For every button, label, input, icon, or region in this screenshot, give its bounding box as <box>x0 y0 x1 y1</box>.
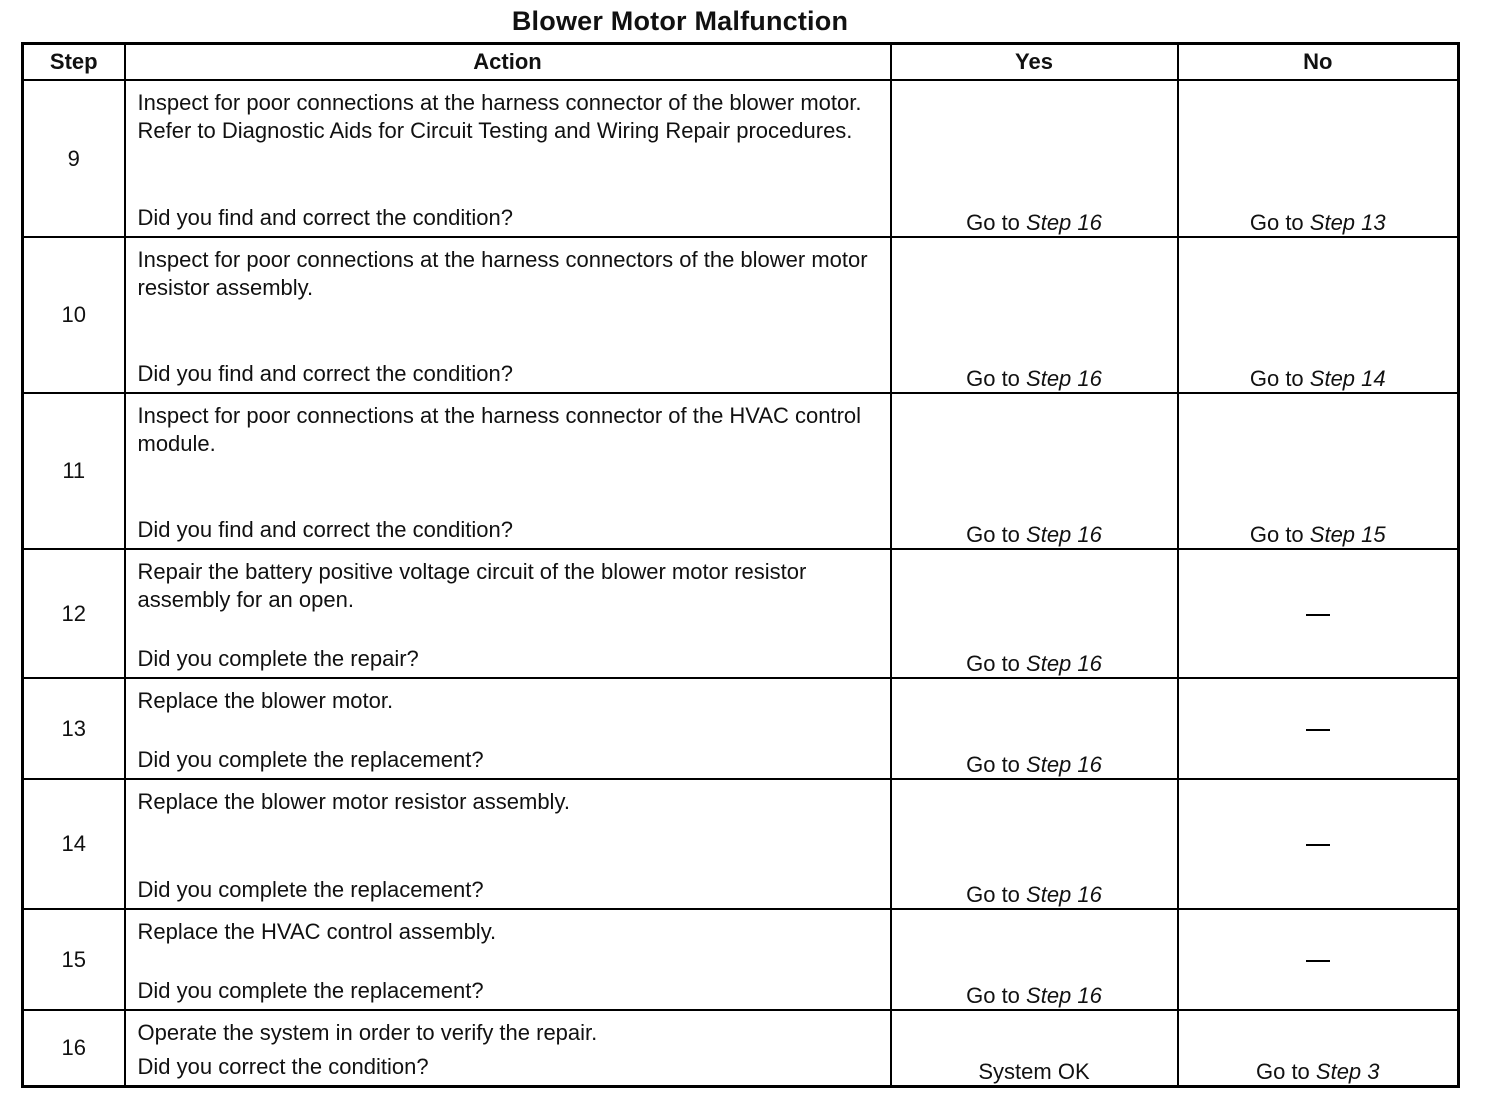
table-row <box>23 678 1459 779</box>
yes-prefix: Go to <box>966 522 1027 547</box>
action-question: Did you find and correct the condition? <box>137 205 513 230</box>
yes-cell <box>891 80 1178 237</box>
no-prefix: Go to <box>1255 1059 1316 1084</box>
action-text: Replace the HVAC control assembly. <box>137 919 497 944</box>
action-text: Operate the system in order to verify the repair. <box>137 1020 598 1045</box>
yes-cell <box>891 393 1178 549</box>
yes-cell <box>891 1010 1178 1087</box>
no-prefix: Go to <box>1249 210 1310 235</box>
table-row <box>23 779 1459 909</box>
action-question: Did you find and correct the condition? <box>137 361 513 386</box>
yes-step-link[interactable]: Step 16 <box>1026 522 1102 547</box>
action-text: Repair the battery positive voltage circuit of the blower motor resistor assembly for an open. <box>137 559 807 612</box>
page-title: Blower Motor Malfunction <box>511 6 849 36</box>
yes-prefix: Go to <box>966 983 1027 1008</box>
no-step-link[interactable]: Step 13 <box>1309 210 1386 235</box>
yes-cell <box>891 779 1178 909</box>
yes-prefix: Go to <box>966 210 1027 235</box>
system-ok-text: System OK <box>978 1059 1090 1084</box>
no-cell <box>1178 549 1459 678</box>
action-cell <box>125 393 891 549</box>
action-cell <box>125 678 891 779</box>
step-number: 9 <box>23 80 125 237</box>
step-number: 12 <box>23 549 125 678</box>
no-cell <box>1178 237 1459 393</box>
yes-prefix: Go to <box>966 366 1027 391</box>
header-yes: Yes <box>891 44 1178 81</box>
action-cell <box>125 909 891 1010</box>
table-row <box>23 549 1459 678</box>
header-action: Action <box>125 44 891 81</box>
step-number: 16 <box>23 1010 125 1087</box>
not-applicable-dash <box>1306 844 1330 846</box>
step-number: 13 <box>23 678 125 779</box>
yes-step-link[interactable]: Step 16 <box>1026 882 1102 907</box>
action-text: Inspect for poor connections at the harness connector of the HVAC control module. <box>137 403 862 456</box>
no-cell <box>1178 909 1459 1010</box>
action-cell <box>125 80 891 237</box>
no-step-link[interactable]: Step 15 <box>1309 522 1386 547</box>
no-cell <box>1178 678 1459 779</box>
no-cell <box>1178 80 1459 237</box>
action-question: Did you find and correct the condition? <box>137 517 513 542</box>
yes-step-link[interactable]: Step 16 <box>1026 210 1102 235</box>
yes-prefix: Go to <box>966 882 1027 907</box>
table-row <box>23 80 1459 237</box>
yes-step-link[interactable]: Step 16 <box>1026 983 1102 1008</box>
yes-prefix: Go to <box>966 752 1027 777</box>
no-step-link[interactable]: Step 3 <box>1315 1059 1380 1084</box>
not-applicable-dash <box>1306 960 1330 962</box>
not-applicable-dash <box>1306 729 1330 731</box>
action-text: Replace the blower motor resistor assembly. <box>137 789 570 814</box>
action-text: Inspect for poor connections at the harness connectors of the blower motor resistor assembly. <box>137 247 868 300</box>
yes-step-link[interactable]: Step 16 <box>1026 366 1102 391</box>
yes-step-link[interactable]: Step 16 <box>1026 752 1102 777</box>
yes-prefix: Go to <box>966 651 1027 676</box>
step-number: 11 <box>23 393 125 549</box>
no-cell <box>1178 393 1459 549</box>
action-cell <box>125 1010 891 1087</box>
action-question: Did you complete the replacement? <box>137 877 484 902</box>
action-question: Did you complete the repair? <box>137 646 419 671</box>
action-text: Inspect for poor connections at the harness connector of the blower motor. Refer to Diagnostic Aids for Circuit Testing and Wiring Repair procedures. <box>137 90 862 143</box>
action-cell <box>125 237 891 393</box>
step-number: 10 <box>23 237 125 393</box>
action-cell <box>125 779 891 909</box>
action-question: Did you complete the replacement? <box>137 747 484 772</box>
not-applicable-dash <box>1306 614 1330 616</box>
diagnostic-table <box>21 42 1460 1088</box>
action-text: Replace the blower motor. <box>137 688 394 713</box>
table-row <box>23 1010 1459 1087</box>
header-no: No <box>1178 44 1459 81</box>
table-row <box>23 237 1459 393</box>
header-row <box>23 44 1459 81</box>
no-prefix: Go to <box>1249 366 1310 391</box>
yes-cell <box>891 237 1178 393</box>
no-prefix: Go to <box>1249 522 1310 547</box>
yes-cell <box>891 678 1178 779</box>
header-step: Step <box>23 44 125 81</box>
yes-cell <box>891 909 1178 1010</box>
no-cell <box>1178 779 1459 909</box>
step-number: 14 <box>23 779 125 909</box>
action-question: Did you correct the condition? <box>137 1054 429 1079</box>
no-step-link[interactable]: Step 14 <box>1309 366 1386 391</box>
no-cell <box>1178 1010 1459 1087</box>
step-number: 15 <box>23 909 125 1010</box>
table-row <box>23 909 1459 1010</box>
yes-cell <box>891 549 1178 678</box>
yes-step-link[interactable]: Step 16 <box>1026 651 1102 676</box>
action-cell <box>125 549 891 678</box>
table-row <box>23 393 1459 549</box>
action-question: Did you complete the replacement? <box>137 978 484 1003</box>
